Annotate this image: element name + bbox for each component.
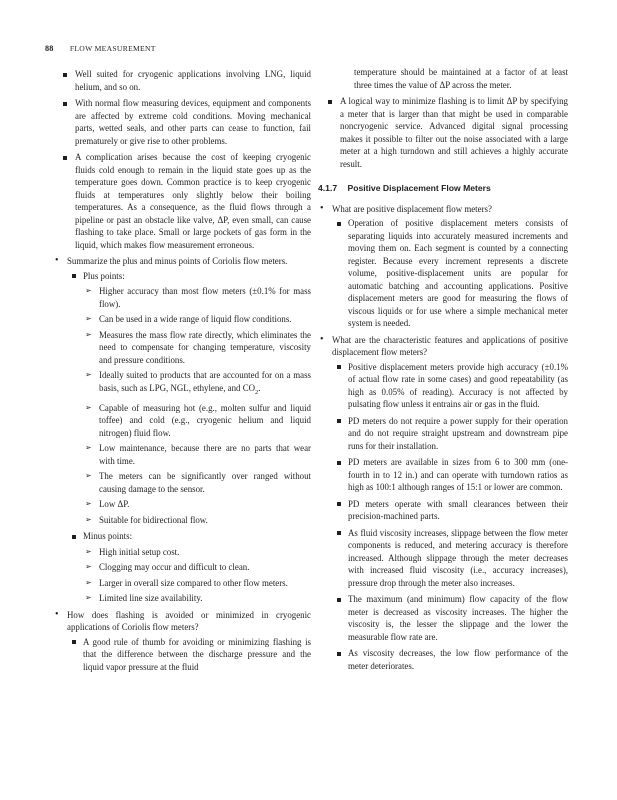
section-number: 4.1.7 (318, 183, 338, 193)
question-text: Summarize the plus and minus points of Coriolis flow meters. (67, 256, 288, 266)
list-item: ➢ The meters can be significantly over ranged without causing damage to the sensor. (83, 470, 311, 495)
continued-bullet-list (318, 95, 568, 170)
list-item: Operation of positive displacement meters consists of separating liquids into accurately measured increments and moving them on. Each segment is counted by a connecting register. Because every increment represents a discrete volume, positive-displacement units are popular for automatic batching and accounting applications. Positive displacement meters are good for measuring the flows of viscous liquids or for use where a simple mechanical meter system is needed. (332, 217, 568, 330)
answer-list (332, 361, 568, 673)
list-item: PD meters are available in sizes from 6 to 300 mm (one-fourth in to 12 in.) and can operate with turndown ratios as high as 100:1 although ranges of 15:1 or lower are common. (332, 456, 568, 494)
page-number: 88 (45, 44, 54, 53)
list-item: ➢ Low maintenance, because there are no parts that wear with time. (83, 442, 311, 467)
question-list (53, 255, 311, 673)
list-item (83, 369, 311, 399)
list-item: A logical way to minimize flashing is to limit ΔP by specifying a meter that is larger than that might be used in comparable noncryogenic service. Advanced digital signal processing makes it possible to filter out the noise associated with a large meter at a high turndown and still achieves a highly accurate result. (318, 95, 568, 170)
list-item-text: Ideally suited to products that are accounted for on a mass basis, such as LPG, NGL, ethylene, and (99, 370, 311, 393)
list-item: A good rule of thumb for avoiding or minimizing flashing is that the difference between the discharge pressure and the liquid vapor pressure at the fluid (67, 636, 311, 674)
running-title: FLOW MEASUREMENT (69, 44, 156, 53)
minus-heading: Minus points: (83, 531, 133, 542)
question-text: How does flashing is avoided or minimized in cryogenic applications of Coriolis flow meters? (67, 609, 311, 633)
question-flashing (53, 609, 311, 674)
co2-subscript: 2 (255, 388, 259, 396)
minus-list (83, 546, 311, 605)
list-item: As viscosity decreases, the low flow performance of the meter deteriorates. (332, 647, 568, 672)
list-item: With normal flow measuring devices, equipment and components are affected by extreme cold conditions. Moving mechanical parts, wetted seals, and other parts can cease to function, fail prematurely or give rise to other problems. (53, 97, 311, 147)
answer-list (67, 270, 311, 605)
question-pd-definition (318, 203, 568, 330)
pd-question-list (318, 203, 568, 673)
list-item: ➢ High initial setup cost. (83, 546, 311, 559)
question-text: What are positive displacement flow meters? (332, 203, 492, 214)
list-item: A complication arises because the cost of keeping cryogenic fluids cold enough to remain in the liquid state goes up as the temperature goes down. Common practice is to keep cryogenic fluids at temperatures only slightly below their boiling temperatures. As a consequence, as the fluid flows through a pipeline or past an obstacle like valve, ΔP, even small, can cause flashing to take place. Small or large pockets of gas form in the liquid, which makes flow measurement erroneous. (53, 151, 311, 251)
list-item: ➢ Low ΔP. (83, 498, 311, 511)
question-text: What are the characteristic features and applications of positive displacement flow meters? (332, 334, 568, 357)
plus-heading: Plus points: (83, 270, 125, 281)
list-item: ➢ Measures the mass flow rate directly, which eliminates the need to compensate for changing temperature, viscosity and pressure conditions. (83, 329, 311, 367)
list-item: ➢ Suitable for bidirectional flow. (83, 514, 311, 527)
list-item: Positive displacement meters provide high accuracy (±0.1% of actual flow rate in some cases) and good repeatability (as high as 0.05% of reading). Accuracy is not affected by pulsating flow unless it entrains air or gas in the fluid. (332, 361, 568, 411)
list-item: ➢ Capable of measuring hot (e.g., molten sulfur and liquid toffee) and cold (e.g., cryogenic helium and liquid nitrogen) fluid flow. (83, 402, 311, 440)
top-bullet-list (53, 68, 311, 251)
list-item: As fluid viscosity increases, slippage between the flow meter components is reduced, and metering accuracy is therefore increased. Although slippage through the meter decreases with increased fluid viscosity (i.e., accuracy increases), pressure drop through the meter also increases. (332, 527, 568, 590)
list-item: ➢ Limited line size availability. (83, 592, 311, 605)
section-title: Positive Displacement Flow Meters (347, 183, 491, 193)
section-heading (318, 182, 568, 195)
question-coriolis-summary (53, 255, 311, 605)
co2-co: CO (242, 382, 256, 393)
plus-list (83, 285, 311, 526)
co2-text (242, 382, 261, 396)
answer-list (332, 217, 568, 330)
co2-dot: . (258, 382, 261, 393)
page-header (45, 44, 156, 53)
list-item: ➢ Clogging may occur and difficult to clean. (83, 561, 311, 574)
list-item: PD meters do not require a power supply for their operation and do not require straight upstream and downstream pipe runs for their installation. (332, 415, 568, 453)
minus-points (67, 530, 311, 605)
list-item: The maximum (and minimum) flow capacity of the flow meter is decreased as viscosity increases. The higher the viscosity is, the lesser the slippage and the lower the measurable flow rate are. (332, 593, 568, 643)
left-column (53, 66, 311, 677)
plus-points (67, 270, 311, 527)
list-item: ➢ Can be used in a wide range of liquid flow conditions. (83, 313, 311, 326)
question-pd-features (318, 334, 568, 673)
list-item: ➢ Higher accuracy than most flow meters (±0.1% for mass flow). (83, 285, 311, 310)
list-item: Well suited for cryogenic applications involving LNG, liquid helium, and so on. (53, 68, 311, 93)
continuation-text: temperature should be maintained at a factor of at least three times the value of ΔP across the meter. (354, 67, 568, 90)
list-item: PD meters operate with small clearances between their precision-machined parts. (332, 498, 568, 523)
list-item: ➢ Larger in overall size compared to other flow meters. (83, 577, 311, 590)
answer-list (67, 636, 311, 674)
right-column (318, 66, 568, 676)
